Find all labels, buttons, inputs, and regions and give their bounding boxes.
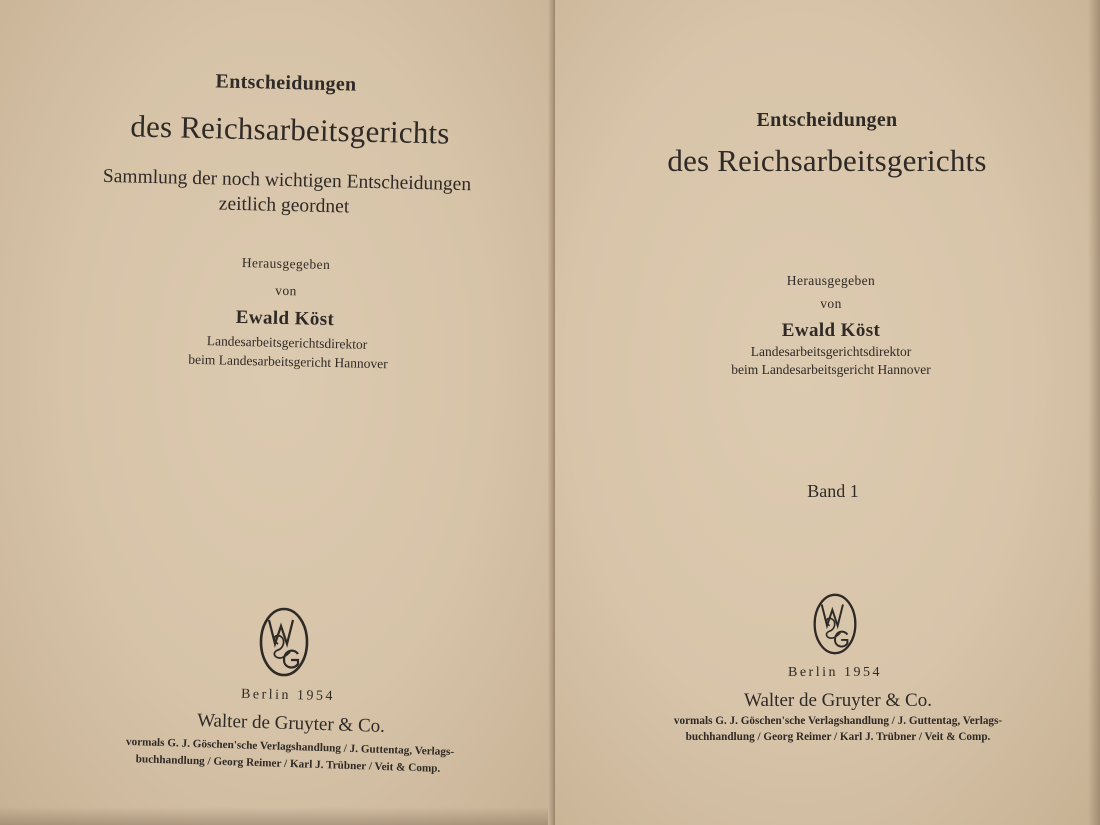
right-von: von [820,296,842,311]
left-editor-role1: Landesarbeitsgerichtsdirektor [206,333,368,352]
left-editor-name: Ewald Köst [235,306,335,331]
right-title-page [555,0,1100,825]
left-title-big: des Reichsarbeitsgerichts [130,108,450,151]
left-subtitle-line2: zeitlich geordnet [218,193,350,218]
left-page-shadow [0,807,555,825]
right-city-year: Berlin 1954 [788,665,882,680]
right-title-big: des Reichsarbeitsgerichts [667,143,987,178]
left-editor-role2: beim Landesarbeitsgericht Hannover [188,351,388,372]
left-herausgegeben: Herausgegeben [241,254,331,273]
right-editor-role1: Landesarbeitsgerichtsdirektor [750,344,912,359]
right-editor-role2: beim Landesarbeitsgericht Hannover [731,362,931,377]
right-publisher: Walter de Gruyter & Co. [744,690,932,711]
right-volume: Band 1 [807,481,859,501]
right-publisher-monogram-icon [812,592,858,661]
right-page-edge-shadow [1088,0,1100,825]
right-editor-name: Ewald Köst [781,320,881,341]
right-herausgegeben: Herausgegeben [786,273,876,288]
left-subtitle-line1: Sammlung der noch wichtigen Entscheidungen [102,165,472,196]
right-title-small: Entscheidungen [756,109,898,131]
left-city-year: Berlin 1954 [240,686,336,705]
left-publisher-line2: buchhandlung / Georg Reimer / Karl J. Trübner / Veit & Comp. [135,753,441,775]
left-publisher: Walter de Gruyter & Co. [196,710,386,737]
left-publisher-monogram-icon [258,606,310,683]
right-publisher-line1: vormals G. J. Göschen'sche Verlagshandlung / J. Guttentag, Verlags- [673,715,1003,727]
right-publisher-line2: buchhandlung / Georg Reimer / Karl J. Trübner / Veit & Comp. [685,731,991,743]
left-von: von [275,282,297,299]
left-title-small: Entscheidungen [215,70,357,96]
left-publisher-line1: vormals G. J. Göschen'sche Verlagshandlung / J. Guttentag, Verlags- [125,735,455,759]
